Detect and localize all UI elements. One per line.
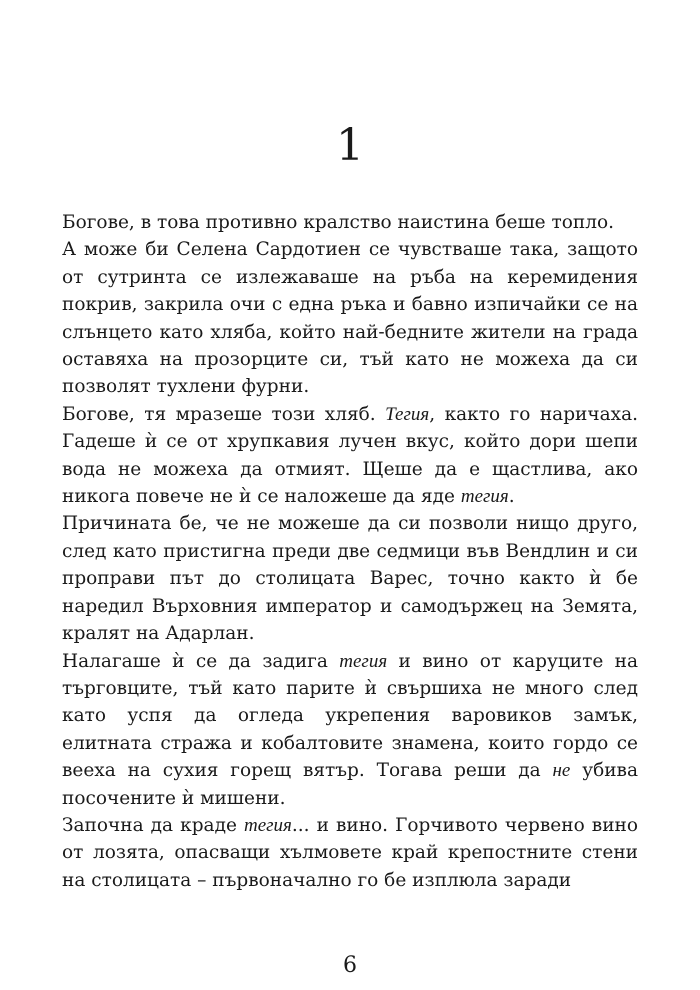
text-segment: . [508, 486, 515, 508]
text-segment: убива посочените ѝ мишени. [62, 760, 638, 809]
chapter-number: 1 [336, 120, 364, 171]
italic-word: тегия [339, 650, 388, 672]
paragraph [62, 812, 638, 894]
text-segment: , както го наричаха. Гадеше ѝ се от хрупкавия лучен вкус, който дори шепи вода не можеха да отмият. Щеше да е щастлива, ако никога повече не ѝ се наложеше да яде [62, 403, 638, 508]
paragraph [62, 209, 638, 236]
text-segment: Богове, в това противно кралство наистина беше топло. [62, 212, 614, 233]
text-segment: Налагаше ѝ се да задига [62, 650, 340, 672]
italic-word: тегия [460, 486, 509, 508]
chapter-body [62, 209, 638, 894]
italic-word: не [552, 760, 571, 782]
paragraph [62, 236, 638, 400]
text-segment: ... и вино. Горчивото червено вино от лозята, опасващи хълмовете край крепостните стени на столицата – първоначално го бе изплюла заради [62, 814, 638, 891]
text-segment: Причината бе, че не можеше да си позволи нищо друго, след като пристигна преди две седмици във Вендлин и си проправи път до столицата Варес, точно както ѝ бе наредил Върховния император и самодържец на Земята, кралят на Адарлан. [62, 513, 638, 645]
paragraph [62, 401, 638, 511]
paragraph [62, 510, 638, 647]
text-segment: и вино от каруците на търговците, тъй като парите ѝ свършиха не много след като успя да огледа укрепения варовиков замък, елитната стража и кобалтовите знамена, които гордо се вееха на сухия горещ вятър. Тогава реши да [62, 650, 638, 782]
italic-word: тегия [243, 814, 292, 836]
italic-word: Тегия [385, 403, 430, 425]
paragraph [62, 648, 638, 812]
text-segment: А може би Селена Сардотиен се чувстваше така, защото от сутринта се излежаваше на ръба на керемидения покрив, закрила очи с една ръка и бавно изпичайки се на слънцето като хляба, който най-бедните жители на града оставяха на прозорците си, тъй като не можеха да си позволят тухлени фурни. [62, 239, 638, 398]
text-segment: Започна да краде [62, 814, 244, 836]
text-segment: Богове, тя мразеше този хляб. [62, 403, 386, 425]
page-number: 6 [343, 953, 357, 978]
